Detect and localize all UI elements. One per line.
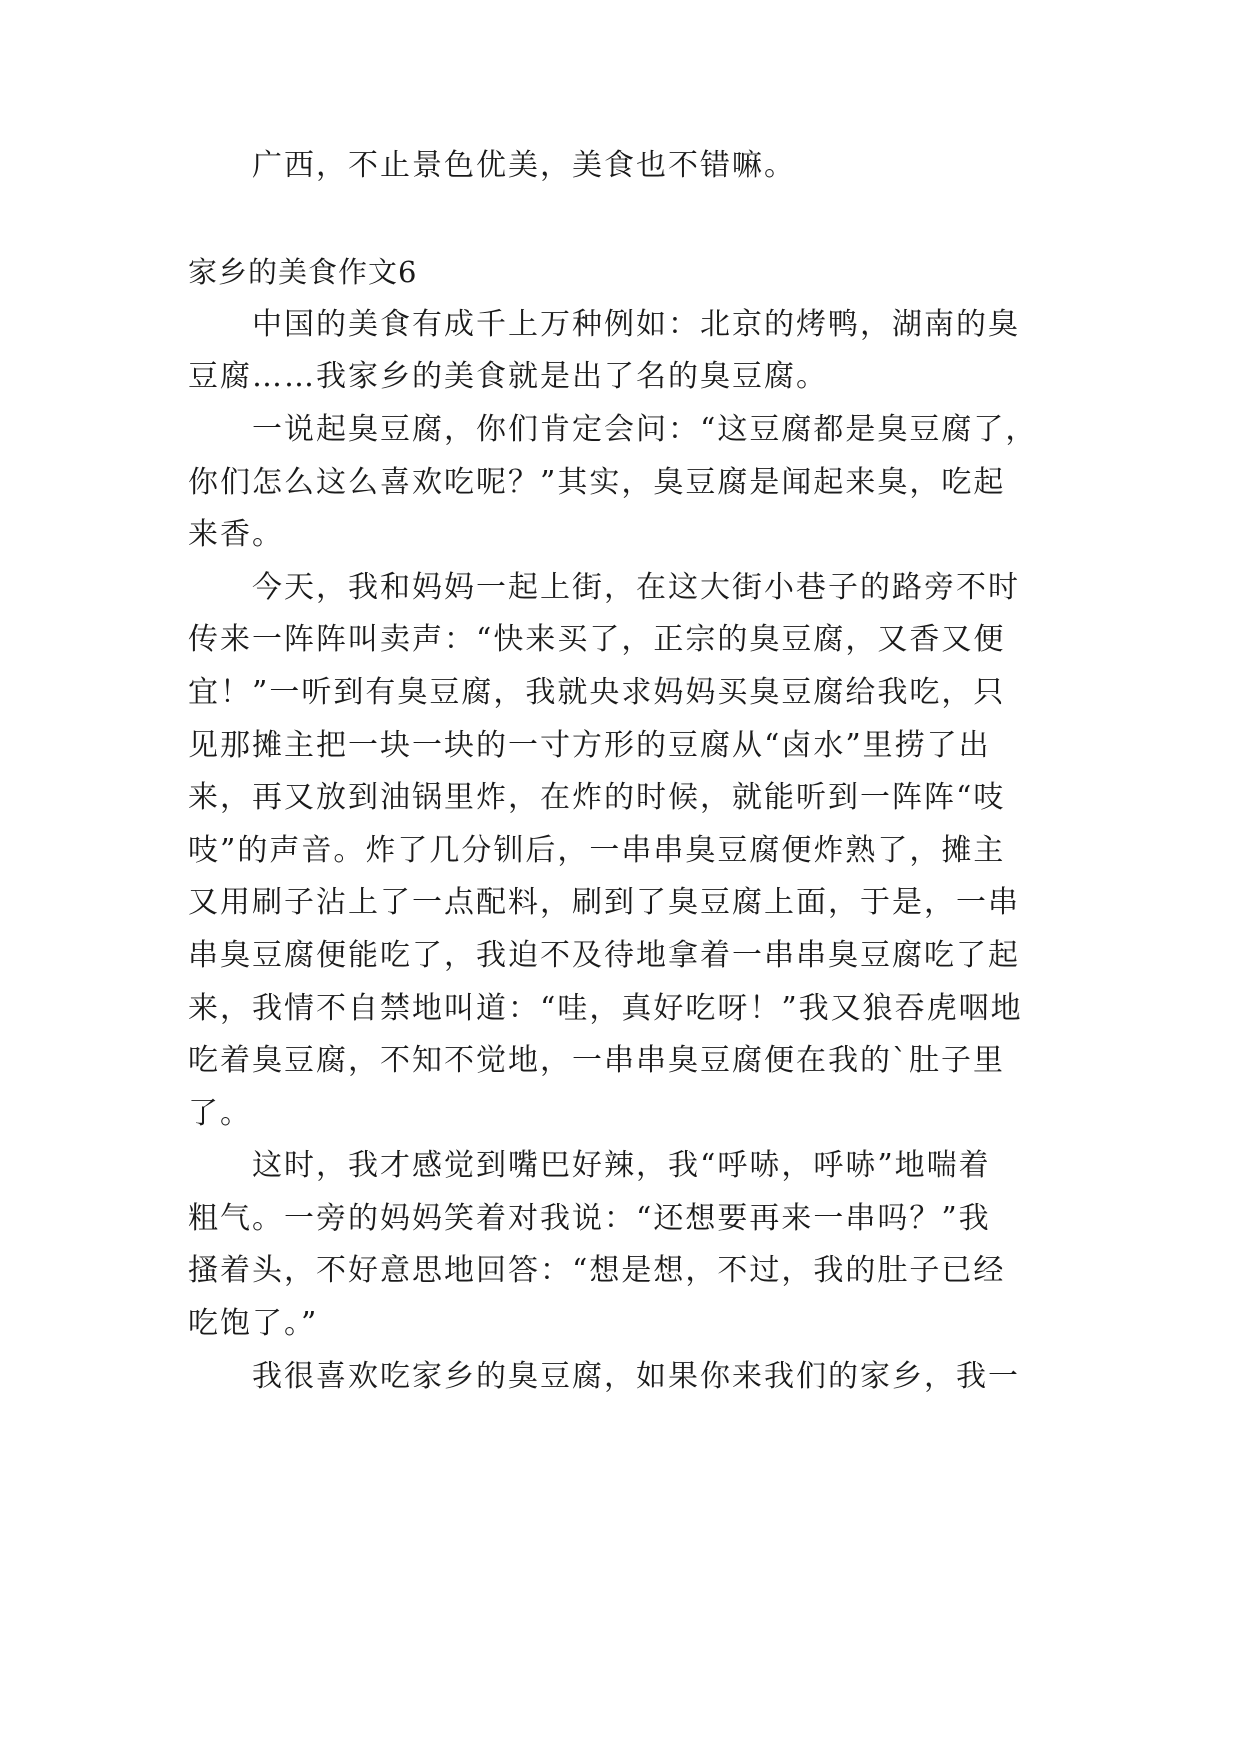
essay-heading: 家乡的美食作文6 <box>188 255 418 289</box>
paragraph-4-line-4: 吃饱了。” <box>188 1306 319 1341</box>
paragraph-5-line-1: 我很喜欢吃家乡的臭豆腐，如果你来我们的家乡，我一 <box>252 1359 1020 1394</box>
paragraph-3-line-4: 见那摊主把一块一块的一寸方形的豆腐从“卤水”里捞了出 <box>188 728 991 763</box>
paragraph-3-line-6: 吱”的声音。炸了几分钏后，一串串臭豆腐便炸熟了，摊主 <box>188 833 1006 868</box>
paragraph-3-line-8: 串臭豆腐便能吃了，我迫不及待地拿着一串串臭豆腐吃了起 <box>188 938 1020 973</box>
paragraph-3-line-9: 来，我情不自禁地叫道：“哇，真好吃呀！”我又狼吞虎咽地 <box>188 991 1023 1026</box>
paragraph-3-line-7: 又用刷子沾上了一点配料，刷到了臭豆腐上面，于是，一串 <box>188 885 1020 920</box>
paragraph-3-line-11: 了。 <box>188 1096 252 1131</box>
paragraph-3-line-10: 吃着臭豆腐，不知不觉地，一串串臭豆腐便在我的`肚子里 <box>188 1043 1005 1078</box>
paragraph-4-line-2: 粗气。一旁的妈妈笑着对我说：“还想要再来一串吗？”我 <box>188 1201 991 1236</box>
paragraph-2-line-2: 你们怎么这么喜欢吃呢？”其实，臭豆腐是闻起来臭，吃起 <box>188 465 1006 500</box>
paragraph-4-line-1: 这时，我才感觉到嘴巴好辣，我“呼哧，呼哧”地喘着 <box>252 1148 991 1183</box>
paragraph-3-line-2: 传来一阵阵叫卖声：“快来买了，正宗的臭豆腐，又香又便 <box>188 622 1006 657</box>
paragraph-2-line-3: 来香。 <box>188 517 284 552</box>
paragraph-3-line-1: 今天，我和妈妈一起上街，在这大街小巷子的路旁不时 <box>252 570 1020 605</box>
paragraph-3-line-5: 来，再又放到油锅里炸，在炸的时候，就能听到一阵阵“吱 <box>188 780 1006 815</box>
paragraph-1-line-1: 中国的美食有成千上万种例如：北京的烤鸭，湖南的臭 <box>252 307 1020 342</box>
paragraph-3-line-3: 宜！”一听到有臭豆腐，我就央求妈妈买臭豆腐给我吃，只 <box>188 675 1006 710</box>
paragraph-1-line-2: 豆腐……我家乡的美食就是出了名的臭豆腐。 <box>188 359 828 394</box>
paragraph-2-line-1: 一说起臭豆腐，你们肯定会问：“这豆腐都是臭豆腐了， <box>252 412 1038 447</box>
intro-closing-line: 广西，不止景色优美，美食也不错嘛。 <box>252 148 796 183</box>
paragraph-4-line-3: 搔着头，不好意思地回答：“想是想，不过，我的肚子已经 <box>188 1253 1006 1288</box>
